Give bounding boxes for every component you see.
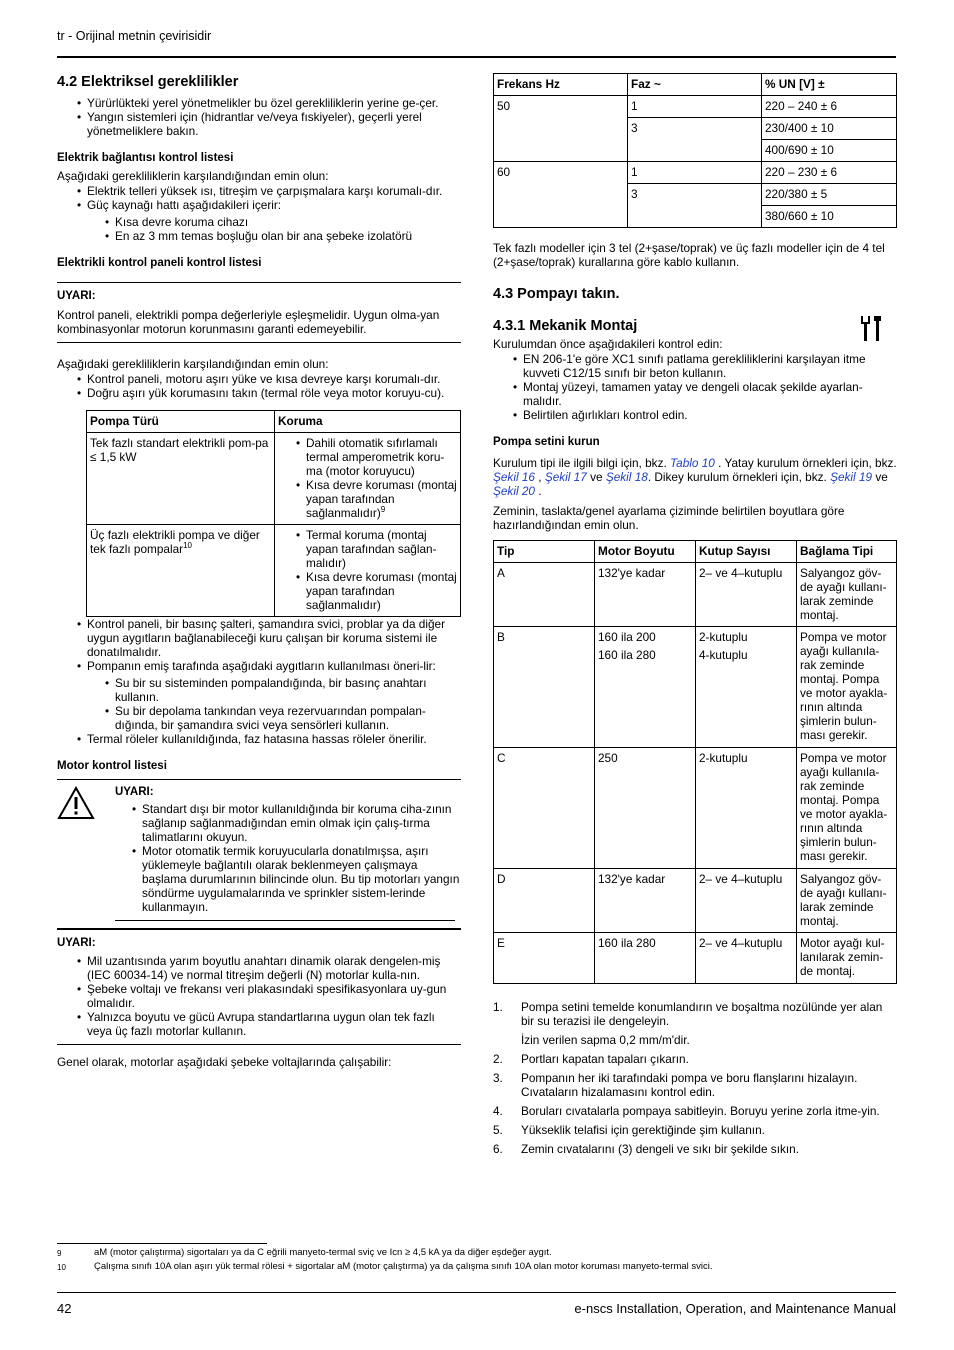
sec42-bullets [77,96,461,138]
table-cell: 2– ve 4–kutuplu [696,869,797,933]
table-row [494,748,897,869]
tools-icon [861,315,883,341]
table-row [494,627,897,748]
table-cell: C [494,748,595,869]
table-cell: Salyangoz göv-de ayağı kullanı-larak zeminde montaj. [797,563,897,627]
elec-sub-bullets [105,215,461,243]
elec-check-intro: Aşağıdaki gerekliliklerin karşılandığından emin olun: [57,169,329,183]
list-item: • Termal röleler kullanıldığında, faz hatasına hassas röleler önerilir. [77,732,461,746]
list-item: • Kısa devre koruması (montaj yapan tarafından sağlanmalıdır) [296,570,457,612]
list-item: • Su bir su sisteminden pompalandığında, bir basınç anahtarı kullanın. [105,676,461,704]
table-row [494,563,897,627]
list-item: • Elektrik telleri yüksek ısı, titreşim ve çarpışmalara karşı korumalı-dır. [77,184,461,198]
elec-bullets [77,184,461,212]
list-item: • En az 3 mm temas boşluğu olan bir ana şebeke izolatörü [105,229,461,243]
mounting-type-table [493,540,897,984]
table-cell: Pompa ve motor ayağı kullanıla-rak zeminde montaj. Pompa ve motor ayakla-rının altında şimlerin bulun-ması gerekir. [797,627,897,748]
mech-bullets [513,352,897,422]
table-cell: 400/690 ± 10 [762,140,897,162]
list-item: • Güç kaynağı hattı aşağıdakileri içerir: [77,198,461,212]
closing-text: Genel olarak, motorlar aşağıdaki şebeke voltajlarında çalışabilir: [57,1055,392,1069]
list-item: • Mil uzantısında yarım boyutlu anahtarı dinamik olarak dengelen-miş (IEC 60034-14) ve normal titreşim değerli (N) motorlar kulla-nın. [77,954,461,982]
list-item: • EN 206-1'e göre XC1 sınıfı patlama gerekliliklerini karşılayan itme kuvveti C12/15 sınıfı bir beton kullanın. [513,352,897,380]
footnote: 9 aM (motor çalıştırma) sigortaları ya da C eğrili manyeto-termal sviç ve Icn ≥ 4,5 kA ya da diğer eşdeğer aygıt. [57,1247,552,1258]
table-header: Bağlama Tipi [797,541,897,563]
after-table-bullets [77,617,461,673]
warning-label: UYARI: [57,937,96,949]
table-cell: Salyangoz göv-de ayağı kullanı-larak zeminde montaj. [797,869,897,933]
list-item: 2. Portları kapatan tapaları çıkarın. [493,1052,689,1066]
list-item: 4. Boruları cıvatalarla pompaya sabitleyin. Boruyu yerine zorla itme-yin. [493,1104,880,1118]
table-cell: E [494,933,595,984]
table-cell: 2– ve 4–kutuplu [696,933,797,984]
table-cell: 132'ye kadar [595,869,696,933]
list-item: • Kontrol paneli, bir basınç şalteri, şamandıra svici, problar ya da diğer uygun aygıtların bağlanabileceği kuru çalışan bir koruma sistemi ile donatılmalıdır. [77,617,461,659]
table-cell: 60 [494,162,628,228]
list-item: • Su bir depolama tankından veya rezervuarından pompalan-dığında, bir şamandıra svici veya sensörleri kullanın. [105,704,461,732]
table-cell: 380/660 ± 10 [762,206,897,228]
table-row [494,869,897,933]
link-sekil-19[interactable]: Şekil 19 [830,470,873,484]
footnotes [57,1247,896,1273]
list-item: • Belirtilen ağırlıkları kontrol edin. [513,408,897,422]
list-item: • Montaj yüzeyi, tamamen yatay ve dengeli olacak şekilde ayarlan-malıdır. [513,380,897,408]
warning-label: UYARI: [57,290,96,302]
table-header: Tip [494,541,595,563]
thermal-bullet-list [77,732,461,746]
warning-label: UYARI: [115,786,154,798]
mech-intro: Kurulumdan önce aşağıdakileri kontrol edin: [493,337,723,351]
list-item: • Kısa devre koruması (montaj yapan tarafından sağlanmalıdır)$^9$ [296,478,457,520]
table-row [494,933,897,984]
table-header: Motor Boyutu [595,541,696,563]
warning-box-1 [57,282,461,343]
protection-table [86,410,461,617]
warning2-bullets [132,802,461,914]
list-item: • Pompanın emiş tarafında aşağıdaki aygıtların kullanılması öneri-lir: [77,659,461,673]
table-cell: 160 ila 200 160 ila 280 [595,627,696,748]
table-cell: 1 [628,162,762,184]
panel-bullets [77,372,461,400]
list-item: • Kısa devre koruma cihazı [105,215,461,229]
table-header: Koruma [275,411,461,433]
link-sekil-17[interactable]: Şekil 17 [544,470,587,484]
list-item: 3. Pompanın her iki tarafındaki pompa ve boru flanşlarını hizalayın. Cıvataların hizalamasını kontrol edin. [493,1071,858,1099]
table-header: Pompa Türü [87,411,275,433]
list-item: • Şebeke voltajı ve frekansı veri plakasındaki spesifikasyonlara uy-gun olmalıdır. [77,982,461,1010]
table-cell: 2-kutuplu [696,748,797,869]
table-cell: 160 ila 280 [595,933,696,984]
protection-table-wrap [86,410,461,617]
table-cell: 2-kutuplu 4-kutuplu [696,627,797,748]
list-item: • Doğru aşırı yük korumasını takın (termal röle veya motor koruyu-cu). [77,386,461,400]
table-cell: 3 [628,118,762,162]
link-tablo-10[interactable]: Tablo 10 [670,456,715,470]
warning-triangle-icon [57,786,95,820]
install-steps [493,1000,897,1156]
table-cell: Tek fazlı standart elektrikli pom-pa ≤ 1,5 kW [87,433,275,525]
table-cell: 50 [494,96,628,162]
list-item: • Yalnızca boyutu ve gücü Avrupa standartlarına uygun olan tek fazlı veya üç fazlı motorlar kullanın. [77,1010,461,1038]
header-rule [57,56,896,58]
footnote-rule [57,1243,267,1244]
list-item: • Motor otomatik termik koruyucularla donatılmışsa, aşırı yüklemeyle bağlantılı olarak beklenmeyen çalışmaya başlama durumlarının bilincinde olun. Bu tip motorları yangın söndürme uygulamalarında ve sprinkler sistem-lerinde kullanmayın. [132,844,461,914]
right-column [493,73,897,1161]
table-cell: 220/380 ± 5 [762,184,897,206]
panel-intro: Aşağıdaki gerekliliklerin karşılandığından emin olun: [57,357,329,371]
table-header: % UN [V] ± [762,74,897,96]
link-sekil-18[interactable]: Şekil 18 [605,470,648,484]
table-cell: A [494,563,595,627]
table-cell [275,525,461,617]
table-header: Kutup Sayısı [696,541,797,563]
table-cell: 2– ve 4–kutuplu [696,563,797,627]
panel-check-title: Elektrikli kontrol paneli kontrol listesi [57,257,262,269]
section-4-2-title: 4.2 Elektriksel gereklilikler [57,74,239,90]
table-header: Frekans Hz [494,74,628,96]
table-row [87,525,461,617]
table-cell: 220 – 230 ± 6 [762,162,897,184]
warning-inner-rule [115,920,455,921]
table-cell: 3 [628,184,762,228]
link-sekil-20[interactable]: Şekil 20 [493,484,535,498]
section-4-3-1-title: 4.3.1 Mekanik Montaj [493,318,638,334]
manual-title: e-nscs Installation, Operation, and Maintenance Manual [574,1301,896,1316]
dims-text: Zeminin, taslakta/genel ayarlama çiziminde belirtilen boyutlara göre hazırlandığından emin olun. [493,504,845,532]
table-cell [275,433,461,525]
suction-sub-bullets [105,676,461,732]
link-sekil-16[interactable]: Şekil 16 [493,470,535,484]
section-4-3-1-header [493,317,897,335]
warning-text: Kontrol paneli, elektrikli pompa değerleriyle eşleşmelidir. Uygun olma-yan kombinasyonlar motorun korunmasını garanti edemeyebilir. [57,308,440,336]
table-cell: 132'ye kadar [595,563,696,627]
header-title: tr - Orijinal metnin çevirisidir [57,29,212,43]
motor-check-title: Motor kontrol listesi [57,760,167,772]
table-cell: B [494,627,595,748]
reference-text: Kurulum tipi ile ilgili bilgi için, bkz. Tablo 10 . Yatay kurulum örnekleri için, bkz. Şekil 16 , Şekil 17 ve Şekil 18. Dikey kurulum örnekleri için, bkz. Şekil 19 ve Şekil 20 . [493,456,897,498]
warning-box-2 [57,779,461,921]
table-row [494,162,897,184]
table-cell: Motor ayağı kul-lanılarak zemin-de montaj. [797,933,897,984]
table-header: Faz ~ [628,74,762,96]
list-item: 1. Pompa setini temelde konumlandırın ve boşaltma nozülünde yer alan bir su terazisi ile dengeleyin. İzin verilen sapma 0,2 mm/m'dir. [493,1000,883,1047]
list-item: • Standart dışı bir motor kullanıldığında bir koruma ciha-zının sağlanıp sağlanmadığından emin olmak için çalış-tırma talimatlarını okuyun. [132,802,461,844]
section-4-3-title: 4.3 Pompayı takın. [493,286,620,302]
table-cell: 1 [628,96,762,118]
warning-box-3 [57,928,461,1045]
page-number: 42 [57,1301,72,1316]
list-item: • Termal koruma (montaj yapan tarafından sağlan-malıdır) [296,528,457,570]
cable-text: Tek fazlı modeller için 3 tel (2+şase/toprak) ve üç fazlı modeller için de 4 tel (2+şase/toprak) kurallarına göre kablo kullanın. [493,241,885,269]
list-item: 5. Yükseklik telafisi için gerektiğinde şim kullanın. [493,1123,765,1137]
list-item: • Kontrol paneli, motoru aşırı yüke ve kısa devreye karşı korumalı-dır. [77,372,461,386]
left-column [57,73,461,1069]
list-item: • Yangın sistemleri için (hidrantlar ve/veya fıskiyeler), geçerli yerel yönetmeliklere bakın. [77,110,461,138]
table-cell: D [494,869,595,933]
list-item: • Yürürlükteki yerel yönetmelikler bu özel gerekliliklerin yerine ge-çer. [77,96,461,110]
table-row [494,96,897,118]
footer-rule [57,1292,896,1293]
list-item: 6. Zemin cıvatalarını (3) dengeli ve sıkı bir şekilde sıkın. [493,1142,799,1156]
table-cell: 250 [595,748,696,869]
elec-check-title: Elektrik bağlantısı kontrol listesi [57,152,234,164]
table-cell: 230/400 ± 10 [762,118,897,140]
table-cell: Üç fazlı elektrikli pompa ve diğer tek fazlı pompalar$^{10}$ [87,525,275,617]
list-item: • Dahili otomatik sıfırlamalı termal amperometrik koru-ma (motor koruyucu) [296,436,457,478]
table-cell: 220 – 240 ± 6 [762,96,897,118]
table-cell: Pompa ve motor ayağı kullanıla-rak zeminde montaj. Pompa ve motor ayakla-rının altında şimlerin bulun-ması gerekir. [797,748,897,869]
voltage-table [493,73,897,228]
table-row [87,433,461,525]
warning3-bullets [77,954,461,1038]
footnote: 10 Çalışma sınıfı 10A olan aşırı yük termal rölesi + sigortalar aM (motor çalıştırma) ya da çalışma sınıfı 10A olan motor koruması manyeto-termal svici. [57,1261,713,1272]
pump-set-title: Pompa setini kurun [493,436,600,448]
